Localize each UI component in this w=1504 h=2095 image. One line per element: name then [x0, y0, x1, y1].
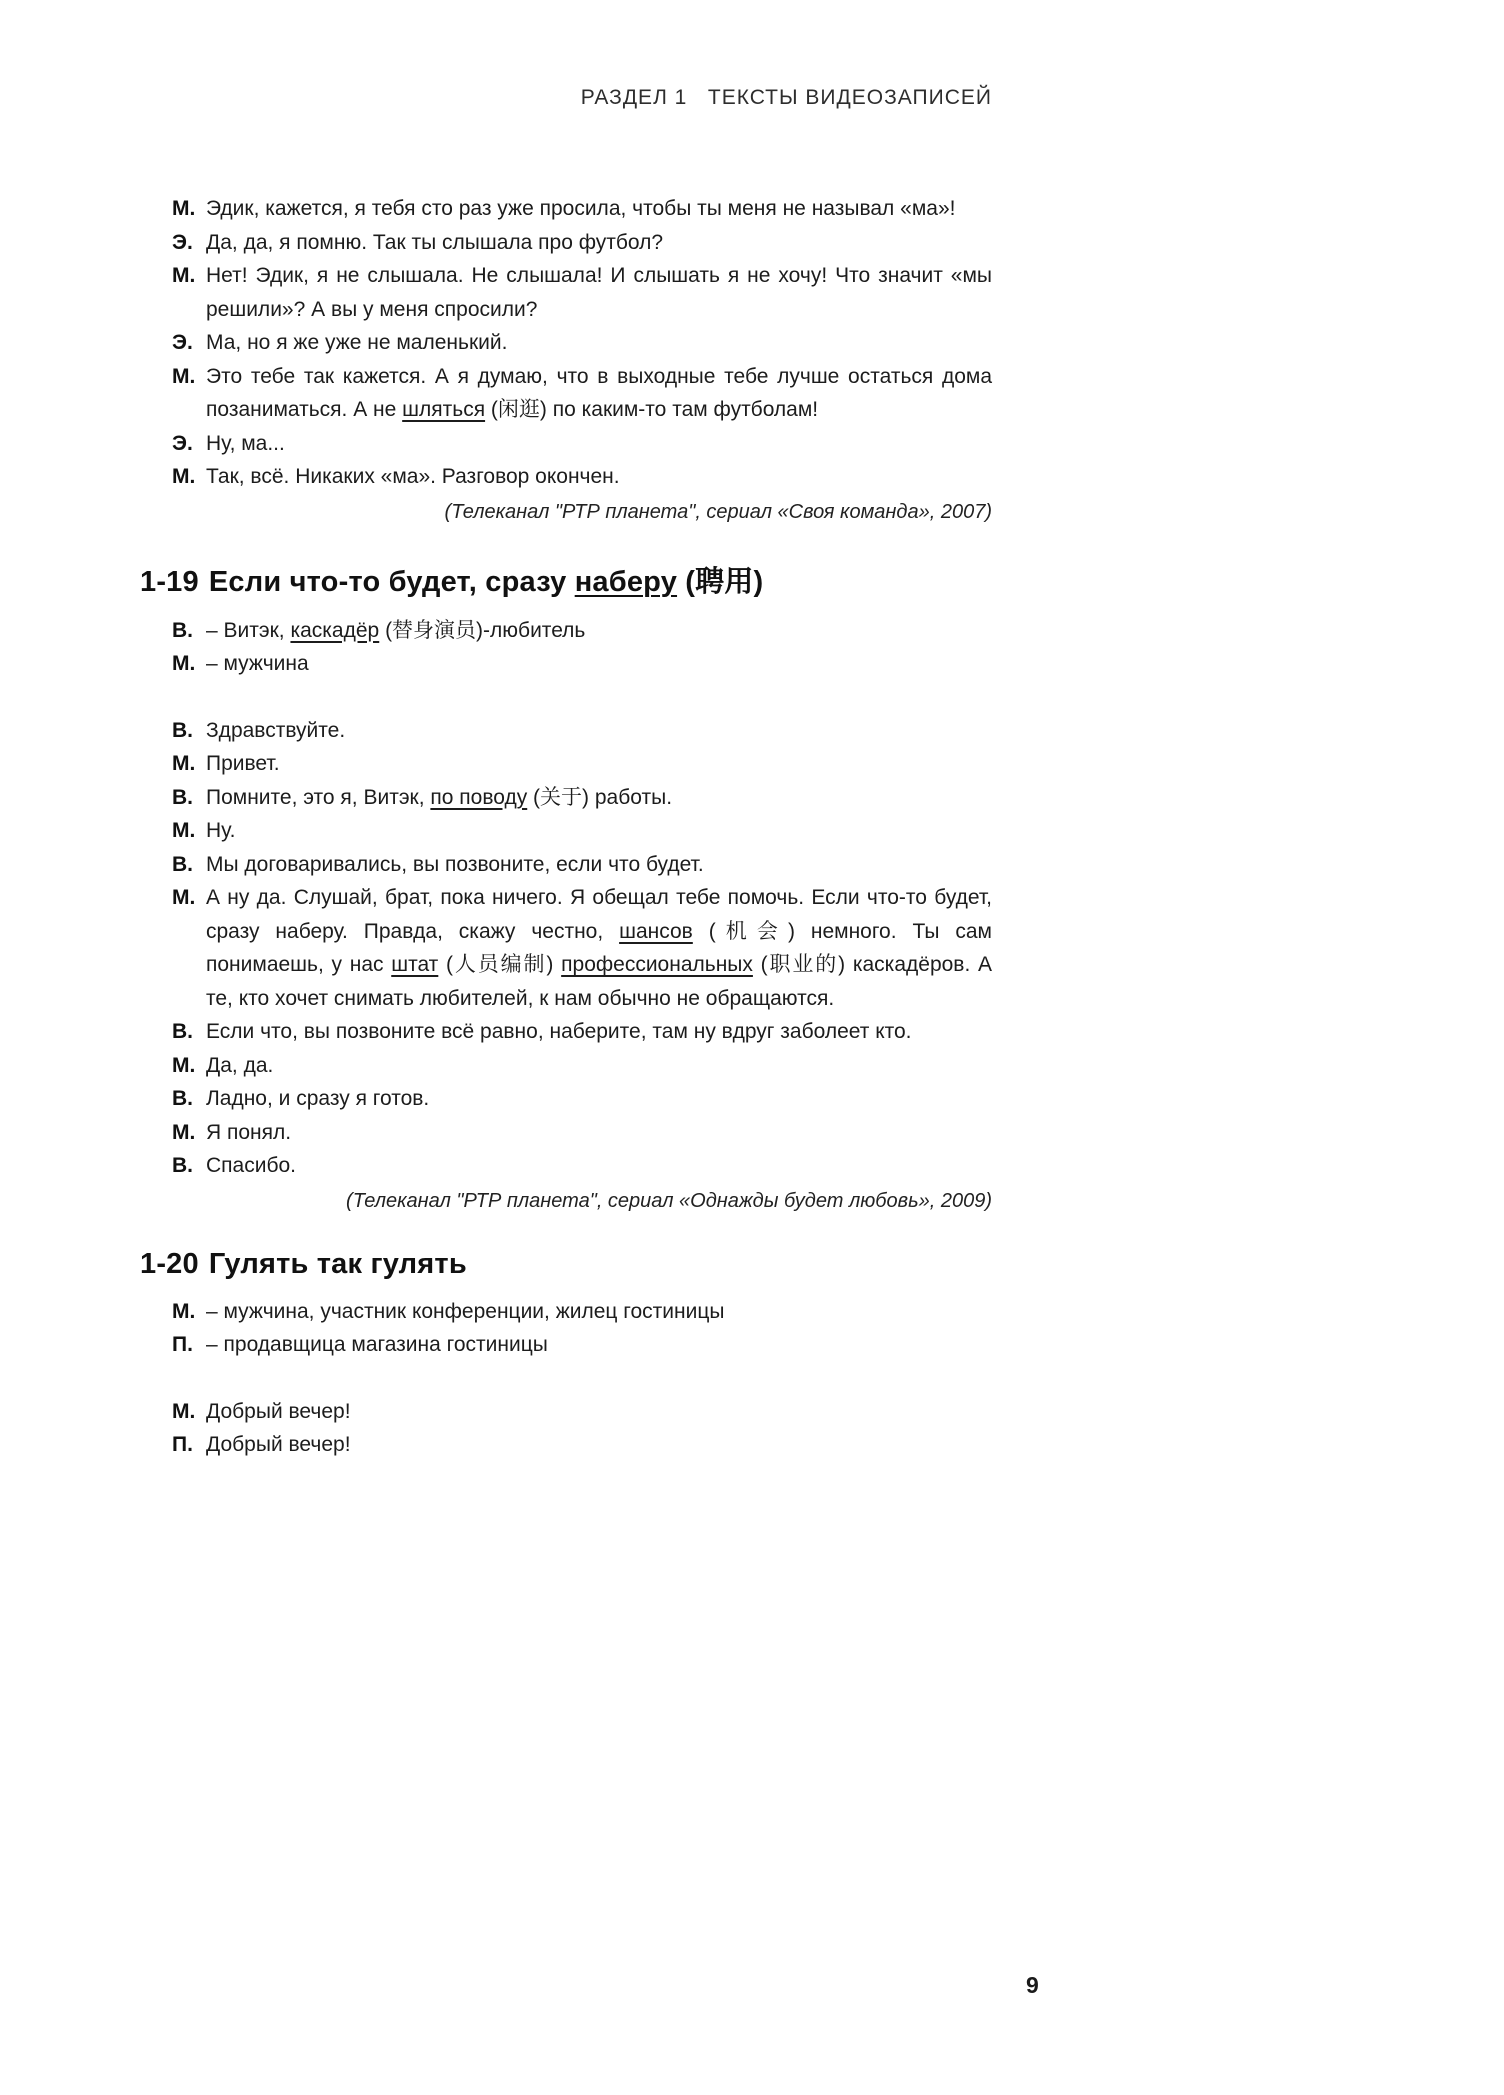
dialogue-list	[172, 1395, 992, 1462]
text-segment: Я понял.	[206, 1120, 292, 1144]
speaker-label: М.	[172, 652, 196, 675]
role-line	[172, 614, 992, 648]
line-text	[206, 226, 992, 260]
role-line	[172, 647, 992, 681]
speaker-label: М.	[172, 1120, 196, 1144]
underlined-term: шансов	[619, 919, 693, 943]
underlined-term: шляться	[402, 398, 486, 421]
text-segment: Мы договаривались, вы позвоните, если что будет.	[206, 852, 704, 876]
running-header: РАЗДЕЛ 1 ТЕКСТЫ ВИДЕОЗАПИСЕЙ	[580, 86, 992, 109]
speaker-label: В.	[172, 1087, 193, 1110]
dialogue-line	[172, 1015, 992, 1049]
dialogue-line	[172, 1428, 992, 1462]
role-line	[172, 1295, 992, 1329]
section-number: 1-20	[140, 1247, 199, 1280]
speaker-label: М.	[172, 364, 196, 388]
line-text	[206, 1049, 992, 1083]
dialogue-line	[172, 460, 992, 494]
speaker-label: Э.	[172, 431, 193, 455]
text-segment: Гулять так гулять	[208, 1247, 467, 1280]
text-segment: Ну.	[206, 819, 236, 842]
text-segment: (替身演员)-любитель	[379, 618, 586, 642]
text-segment: Ладно, и сразу я готов.	[206, 1087, 430, 1110]
line-text	[206, 1116, 992, 1150]
text-segment: Это тебе так кажется. А я думаю, что в выходные тебе лучше остаться дома позаниматься. А не	[206, 364, 992, 421]
speaker-label: М.	[172, 1299, 196, 1323]
line-text	[206, 360, 992, 427]
sections	[140, 192, 992, 1462]
text-segment: (闲逛) по каким-то там футболам!	[485, 398, 819, 421]
line-text	[206, 1428, 992, 1462]
text-segment: (职业的) каскадёров. А те, кто хочет снимать любителей, к нам обычно не обращаются.	[206, 953, 993, 1010]
section-number: 1-19	[140, 565, 199, 598]
dialogue-line	[172, 1116, 992, 1150]
attribution: (Телеканал "РТР планета", сериал «Своя команда», 2007)	[444, 500, 992, 523]
speaker-label: М.	[172, 819, 196, 842]
dialogue-line	[172, 881, 992, 1015]
dialogue-line	[172, 814, 992, 848]
text-segment: (关于) работы.	[527, 785, 673, 809]
text-segment: – мужчина	[206, 652, 309, 675]
underlined-term: штат	[391, 953, 439, 976]
speaker-label: Э.	[172, 230, 193, 254]
line-text	[206, 427, 992, 461]
dialogue-line	[172, 714, 992, 748]
text-segment: Привет.	[206, 752, 280, 775]
line-text	[206, 781, 992, 815]
section-heading	[140, 1248, 992, 1281]
text-segment: Так, всё. Никаких «ма». Разговор окончен.	[206, 465, 620, 488]
speaker-label: В.	[172, 718, 193, 742]
speaker-label: М.	[172, 1399, 196, 1423]
section-1-19	[140, 559, 992, 1218]
text-segment: (机会) немного. Ты сам понимаешь, у нас	[206, 919, 992, 976]
dialogue-line	[172, 1049, 992, 1083]
underlined-term: по поводу	[430, 785, 528, 809]
text-segment: А ну да. Слушай, брат, пока ничего. Я обещал тебе помочь. Если что-то будет, сразу наберу. Правда, скажу честно,	[206, 886, 992, 943]
text-segment: Помните, это я, Витэк,	[206, 785, 431, 809]
dialogue-line	[172, 1082, 992, 1116]
text-segment: Если что-то будет, сразу	[208, 565, 575, 598]
dialogue-line	[172, 427, 992, 461]
section-dialogue-continuation	[140, 192, 992, 529]
speaker-label: М.	[172, 752, 196, 775]
speaker-label: М.	[172, 264, 196, 287]
line-text	[206, 1328, 992, 1362]
text-segment: Нет! Эдик, я не слышала. Не слышала! И слышать я не хочу! Что значит «мы решили»? А вы у меня спросили?	[206, 264, 992, 321]
text-segment: – мужчина, участник конференции, жилец гостиницы	[206, 1299, 725, 1323]
line-text	[206, 460, 992, 494]
attribution: (Телеканал "РТР планета", сериал «Однажды будет любовь», 2009)	[346, 1189, 992, 1212]
line-text	[206, 259, 992, 326]
dialogue-line	[172, 360, 992, 427]
text-segment: Да, да.	[206, 1053, 274, 1077]
page-number: 9	[1026, 1972, 1039, 1998]
speaker-label: В.	[172, 785, 193, 809]
line-text	[206, 614, 992, 648]
speaker-label: Э.	[172, 331, 193, 354]
dialogue-list	[172, 714, 992, 1183]
text-segment: Ма, но я же уже не маленький.	[206, 331, 508, 354]
dialogue-line	[172, 781, 992, 815]
underlined-term: каскадёр	[290, 618, 380, 642]
underlined-term: наберу	[574, 565, 678, 598]
line-text	[206, 881, 992, 1015]
speaker-label: В.	[172, 1154, 193, 1177]
dialogue-line	[172, 226, 992, 260]
text-segment: (聘用)	[677, 565, 764, 598]
line-text	[206, 1149, 992, 1183]
speaker-label: В.	[172, 618, 193, 642]
text-segment: – продавщица магазина гостиницы	[206, 1333, 548, 1356]
line-text	[206, 814, 992, 848]
text-segment: Добрый вечер!	[206, 1433, 351, 1456]
line-text	[206, 848, 992, 882]
roles-list	[172, 1295, 992, 1362]
role-line	[172, 1328, 992, 1362]
text-segment: Да, да, я помню. Так ты слышала про футбол?	[206, 230, 664, 254]
line-text	[206, 1395, 992, 1429]
dialogue-line	[172, 259, 992, 326]
dialogue-line	[172, 848, 992, 882]
speaker-label: В.	[172, 1020, 193, 1043]
line-text	[206, 192, 992, 226]
dialogue-list	[172, 192, 992, 494]
dialogue-line	[172, 1149, 992, 1183]
dialogue-line	[172, 326, 992, 360]
line-text	[206, 1015, 992, 1049]
line-text	[206, 326, 992, 360]
text-segment: Ну, ма...	[206, 431, 285, 455]
line-text	[206, 1295, 992, 1329]
line-text	[206, 714, 992, 748]
text-segment: Эдик, кажется, я тебя сто раз уже просила, чтобы ты меня не называл «ма»!	[206, 197, 956, 220]
text-segment: Если что, вы позвоните всё равно, наберите, там ну вдруг заболеет кто.	[206, 1020, 912, 1043]
speaker-label: М.	[172, 1053, 196, 1077]
speaker-label: П.	[172, 1333, 193, 1356]
speaker-label: М.	[172, 197, 196, 220]
text-segment: Добрый вечер!	[206, 1399, 351, 1423]
speaker-label: В.	[172, 852, 193, 876]
text-segment: Спасибо.	[206, 1154, 296, 1177]
line-text	[206, 1082, 992, 1116]
speaker-label: М.	[172, 465, 196, 488]
dialogue-line	[172, 747, 992, 781]
speaker-label: М.	[172, 886, 196, 909]
speaker-label: П.	[172, 1433, 193, 1456]
text-segment: – Витэк,	[206, 618, 291, 642]
underlined-term: профессиональных	[561, 953, 753, 976]
dialogue-line	[172, 1395, 992, 1429]
section-heading	[140, 559, 992, 600]
line-text	[206, 747, 992, 781]
section-1-20	[140, 1248, 992, 1462]
roles-list	[172, 614, 992, 681]
content-column	[140, 86, 992, 1462]
line-text	[206, 647, 992, 681]
text-segment: Здравствуйте.	[206, 718, 346, 742]
text-segment: (人员编制)	[438, 953, 562, 976]
dialogue-line	[172, 192, 992, 226]
